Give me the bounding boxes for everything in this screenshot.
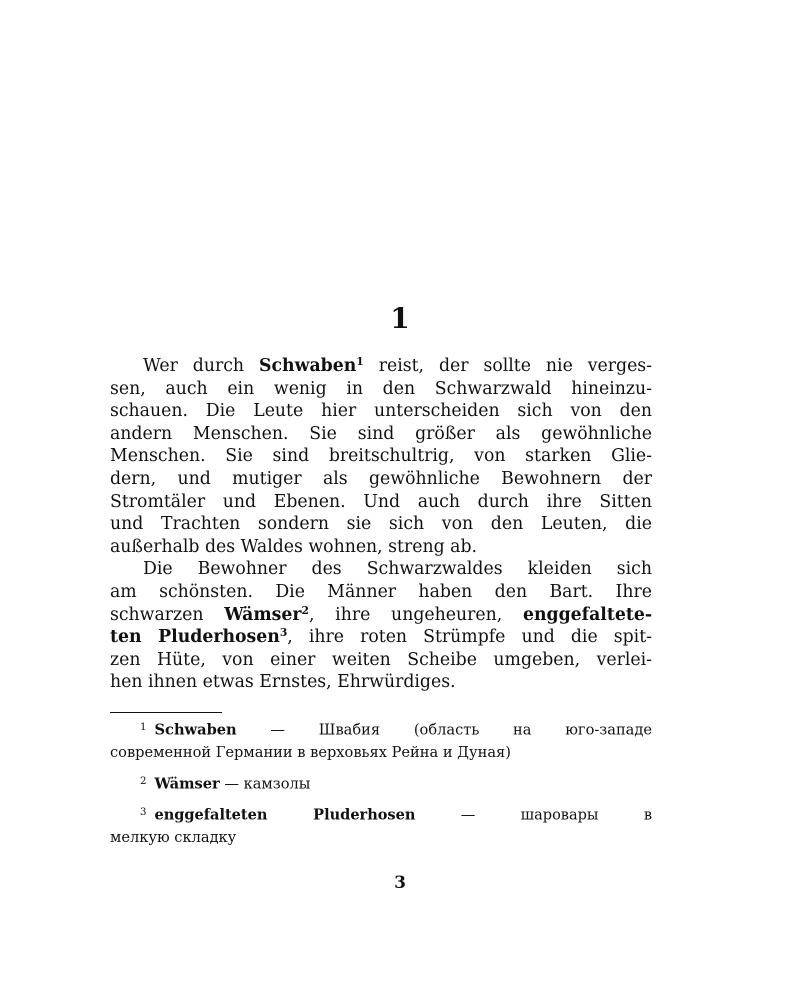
footnote-divider: [110, 712, 222, 713]
text-line: und Trachten sondern sie sich von den Leuten, die: [110, 514, 652, 535]
text-line: schwarzen Wämser$^2$, ihre ungeheuren, enggefaltete-: [110, 603, 652, 625]
paragraph-2: [110, 558, 652, 694]
text-line: am schönsten. Die Männer haben den Bart. Ihre: [110, 581, 652, 602]
text-line: andern Menschen. Sie sind größer als gewöhnliche: [110, 423, 652, 444]
footnote-ref-2: 2: [301, 603, 309, 617]
footnote-number: 3: [140, 807, 147, 819]
text-line: zen Hüte, von einer weiten Scheibe umgeben, verlei-: [110, 649, 652, 670]
text-line: hen ihnen etwas Ernstes, Ehrwürdiges.: [110, 672, 456, 693]
text-line: Die Bewohner des Schwarzwaldes kleiden sich: [143, 559, 652, 580]
text-line: außerhalb des Waldes wohnen, streng ab.: [110, 536, 478, 557]
footnote-line: $^1$ Schwaben — Швабия (область на юго-западе: [140, 721, 652, 739]
text-line: schauen. Die Leute hier unterscheiden sich von den: [110, 401, 652, 422]
text-line: ten Pluderhosen$^3$, ihre roten Strümpfe und die spit-: [110, 626, 652, 648]
footnote-2: [110, 771, 652, 796]
footnote-ref-3: 3: [279, 626, 288, 640]
footnote-line: мелкую складку: [110, 828, 237, 846]
footnote-line: $^3$ enggefalteten Pluderhosen — шаровары в: [140, 806, 653, 824]
footnote-line: современной Германии в верховьях Рейна и Дуная): [110, 743, 511, 761]
text-line: sen, auch ein wenig in den Schwarzwald hineinzu-: [110, 378, 652, 399]
body-text: [110, 355, 652, 694]
text-line: Menschen. Sie sind breitschultrig, von starken Glie-: [110, 446, 652, 467]
term-schwaben: Schwaben: [259, 356, 357, 376]
footnote-term: Schwaben: [154, 721, 237, 739]
footnote-ref-1: 1: [356, 355, 364, 369]
footnote-term: Wämser: [154, 775, 220, 793]
footnotes: [110, 717, 652, 856]
chapter-number: 1: [390, 302, 410, 335]
footnote-number: 2: [140, 775, 147, 787]
paragraph-1: [110, 355, 652, 558]
footnote-3: [110, 802, 652, 849]
text-line: dern, und mutiger als gewöhnliche Bewohnern der: [110, 468, 652, 489]
text-line: Stromtäler und Ebenen. Und auch durch ihre Sitten: [110, 491, 652, 512]
text-line: Wer durch Schwaben$^1$ reist, der sollte nie verges-: [143, 355, 652, 376]
page-number: 3: [394, 873, 406, 893]
term-waemser: Wämser: [224, 604, 302, 625]
term-enggefalteten: enggefaltete-: [522, 604, 652, 625]
term-pluderhosen: ten Pluderhosen: [110, 627, 280, 648]
footnote-number: 1: [140, 722, 147, 733]
footnote-line: $^2$ Wämser — камзолы: [140, 775, 311, 793]
footnote-1: [110, 717, 652, 764]
footnote-term: enggefalteten Pluderhosen: [154, 806, 416, 824]
